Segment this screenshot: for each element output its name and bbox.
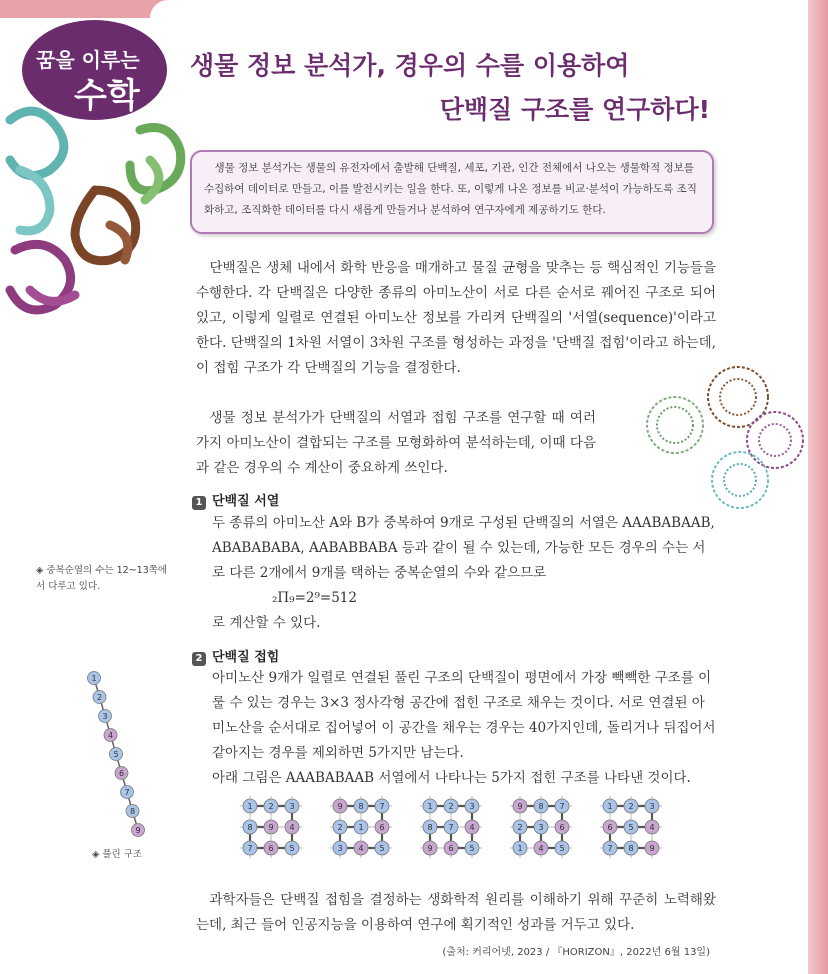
fold-node-label: 3: [337, 844, 343, 853]
fold-node-label: 7: [379, 802, 385, 811]
fold-node-label: 4: [289, 823, 295, 832]
series-badge: [22, 10, 167, 122]
section-2-heading: [192, 646, 279, 666]
intro-text: 생물 정보 분석가는 생물의 유전자에서 출발해 단백질, 세포, 기관, 인간 전체에서 나오는 생물학적 정보를 수집하여 데이터로 만들고, 이를 발전시키는 일을 한다. 또, 이렇게 나온 정보를 비교·분석이 가능하도록 조직화하고, 조직화한 데이터를 다시 새롭게 만들거나 분석하여 연구자에게 제공하기도 한다.: [204, 162, 697, 216]
fold-node-label: 9: [517, 802, 523, 811]
section-1-title: 단백질 서열: [212, 494, 280, 509]
chain-node-label: 3: [102, 712, 108, 721]
fold-node-label: 2: [448, 802, 454, 811]
title-line-1: 생물 정보 분석가, 경우의 수를 이용하여: [190, 51, 630, 80]
fold-node-label: 8: [538, 802, 544, 811]
chain-node-label: 6: [118, 769, 125, 778]
fold-node-label: 2: [268, 802, 274, 811]
fold-node-label: 8: [358, 802, 364, 811]
paragraph-3: 과학자들은 단백질 접힘을 결정하는 생화학적 원리를 이해하기 위해 꾸준히 노력해왔는데, 최근 들어 인공지능을 이용하여 연구에 획기적인 성과를 거두고 있다.: [196, 892, 716, 933]
fold-node-label: 8: [247, 823, 253, 832]
section-2-title: 단백질 접힘: [212, 650, 280, 665]
folded-structures: [238, 796, 678, 860]
fold-node-label: 2: [517, 823, 523, 832]
fold-node-label: 4: [469, 823, 475, 832]
chain-node-label: 8: [129, 807, 136, 816]
fold-node-label: 5: [379, 844, 385, 853]
section-1-text-end: 로 계산할 수 있다.: [212, 615, 321, 631]
fold-node-label: 5: [469, 844, 475, 853]
fold-node-label: 3: [649, 802, 655, 811]
side-note-permutation: ◈ 중복순열의 수는 12~13쪽에서 다루고 있다.: [36, 565, 168, 592]
chain-node-label: 4: [107, 731, 114, 740]
chain-node-label: 2: [96, 693, 103, 702]
fold-node-label: 4: [649, 823, 655, 832]
fold-node-label: 6: [379, 823, 385, 832]
unfolded-chain: [82, 666, 152, 844]
fold-node-label: 9: [427, 844, 433, 853]
section-2-text: 아미노산 9개가 일렬로 연결된 풀린 구조의 단백질이 평면에서 가장 빽빽한 구조를 이룰 수 있는 경우는 3×3 정사각형 공간에 접힌 구조로 채우는 것이다. 서로 연결된 아미노산을 순서대로 집어넣어 이 공간을 채우는 경우는 40가지인데, 돌리거나 뒤집어서 같아지는 경우를 제외하면 5가지만 남는다.: [212, 670, 716, 761]
fold-node-label: 7: [607, 844, 613, 853]
badge-top-text: 꿈을 이루는: [36, 48, 140, 72]
fold-node-label: 9: [337, 802, 343, 811]
fold-node-label: 9: [268, 823, 274, 832]
fold-node-label: 1: [358, 823, 364, 832]
chain-node-label: 9: [135, 826, 141, 835]
fold-node-label: 1: [247, 802, 253, 811]
section-1-text: 두 종류의 아미노산 A와 B가 중복하여 9개로 구성된 단백질의 서열은 AAABABAAB, ABABABABA, AABABBABA 등과 같이 될 수 있는데, 가능한 모든 경우의 수는 서로 다른 2개에서 9개를 택하는 중복순열의 수와 같으므로: [212, 515, 715, 581]
fold-node-label: 7: [247, 844, 253, 853]
fold-node-label: 4: [538, 844, 544, 853]
section-2-text-2: 아래 그림은 AAABABAAB 서열에서 나타나는 5가지 접힌 구조를 나타낸 것이다.: [212, 770, 691, 786]
permutation-formula: ₂Π₉=2⁹=512: [272, 590, 357, 606]
fold-node-label: 6: [559, 823, 565, 832]
fold-node-label: 3: [538, 823, 544, 832]
page-edge: [808, 0, 828, 974]
fold-node-label: 2: [628, 802, 634, 811]
fold-node-label: 1: [607, 802, 613, 811]
section-2-number: 2: [192, 652, 206, 666]
fold-node-label: 3: [289, 802, 295, 811]
fold-node-label: 2: [337, 823, 343, 832]
top-cutout: [150, 0, 828, 18]
chain-node-label: 5: [113, 750, 119, 759]
page-title: [190, 44, 710, 132]
fold-node-label: 8: [628, 844, 634, 853]
paragraph-1: 단백질은 생체 내에서 화학 반응을 매개하고 물질 균형을 맞추는 등 핵심적인 기능들을 수행한다. 각 단백질은 다양한 종류의 아미노산이 서로 다른 순서로 꿰어진 구조로 되어 있고, 이렇게 일렬로 연결된 아미노산 정보를 가리켜 단백질의 '서열(sequence)'이라고 한다. 단백질의 1차원 서열이 3차원 구조를 형성하는 과정을 '단백질 접힘'이라고 하는데, 이 접힘 구조가 각 단백질의 기능을 결정한다.: [196, 260, 716, 376]
fold-node-label: 5: [559, 844, 565, 853]
fold-node-label: 8: [427, 823, 433, 832]
fold-node-label: 7: [559, 802, 565, 811]
intro-box: [190, 150, 714, 234]
fold-node-label: 5: [628, 823, 634, 832]
fold-node-label: 6: [607, 823, 613, 832]
fold-node-label: 1: [517, 844, 523, 853]
chain-node-label: 7: [124, 788, 130, 797]
chain-node-label: 1: [91, 674, 97, 683]
fold-node-label: 7: [448, 823, 454, 832]
fold-node-label: 1: [427, 802, 433, 811]
section-1-body: [212, 511, 717, 636]
fold-node-label: 4: [358, 844, 364, 853]
source-citation: (출처: 커리어넷, 2023 / 『HORIZON』, 2022년 6월 13일): [442, 947, 710, 958]
fold-node-label: 3: [469, 802, 475, 811]
fold-node-label: 5: [289, 844, 295, 853]
paragraph-2: 생물 정보 분석가가 단백질의 서열과 접힘 구조를 연구할 때 여러 가지 아미노산이 결합되는 구조를 모형화하여 분석하는데, 이때 다음과 같은 경우의 수 계산이 중요하게 쓰인다.: [196, 410, 596, 476]
title-line-2: 단백질 구조를 연구하다!: [439, 95, 710, 124]
section-2-body: [212, 666, 717, 791]
side-note-unfolded: ◈ 풀린 구조: [92, 849, 143, 860]
section-1-number: 1: [192, 496, 206, 510]
badge-bottom-text: 수학: [74, 76, 140, 116]
fold-node-label: 6: [268, 844, 274, 853]
fold-node-label: 9: [649, 844, 655, 853]
fold-node-label: 6: [448, 844, 454, 853]
section-1-heading: [192, 490, 279, 510]
